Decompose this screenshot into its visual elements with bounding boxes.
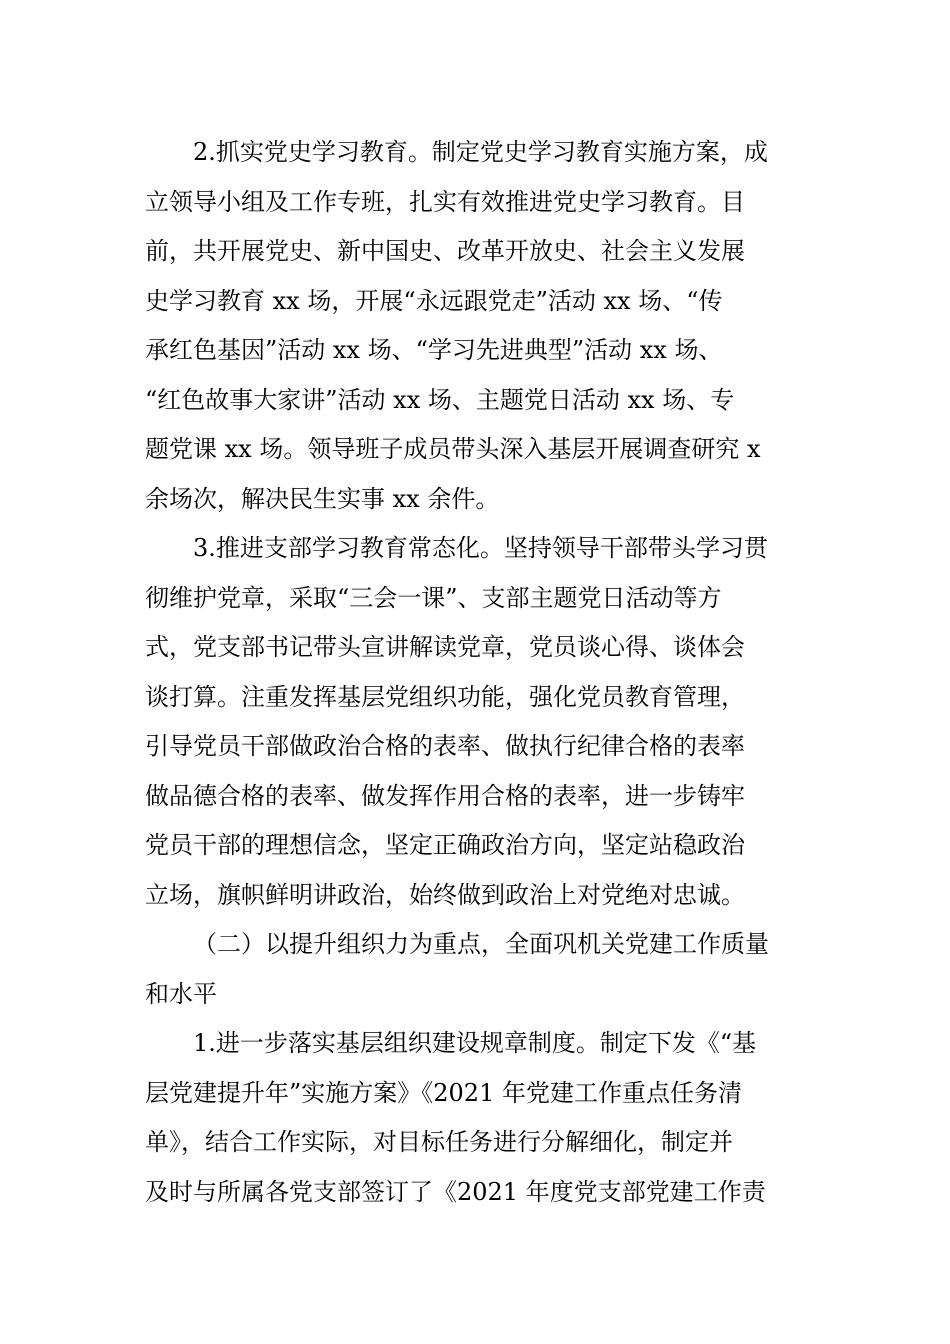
text-line: “红色故事大家讲”活动 xx 场、主题党日活动 xx 场、专: [145, 385, 735, 414]
text-line: 彻维护党章，采取“三会一课”、支部主题党日活动等方: [145, 583, 722, 612]
text-line: 立领导小组及工作专班，扎实有效推进党史学习教育。目: [145, 187, 745, 216]
text-line: 和水平: [145, 979, 217, 1008]
text-line: 做品德合格的表率、做发挥作用合格的表率，进一步铸牢: [145, 781, 745, 810]
text-line: 立场，旗帜鲜明讲政治，始终做到政治上对党绝对忠诚。: [145, 880, 745, 909]
paragraph-grassroots-rules: [145, 1019, 809, 1217]
text-line: 层党建提升年”实施方案》《2021 年党建工作重点任务清: [145, 1078, 742, 1107]
text-line: 式，党支部书记带头宣讲解读党章，党员谈心得、谈体会: [145, 633, 745, 661]
text-line: 史学习教育 xx 场，开展“永远跟党走”活动 xx 场、“传: [145, 286, 723, 315]
text-line: 承红色基因”活动 xx 场、“学习先进典型”活动 xx 场、: [145, 336, 723, 364]
text-line: 余场次，解决民生实事 xx 余件。: [145, 484, 500, 513]
text-line: 党员干部的理想信念，坚定正确政治方向，坚定站稳政治: [145, 831, 745, 859]
text-line: 单》，结合工作实际，对目标任务进行分解细化，制定并: [145, 1128, 733, 1156]
text-line: 前，共开展党史、新中国史、改革开放史、社会主义发展: [145, 237, 745, 265]
text-line: 1.进一步落实基层组织建设规章制度。制定下发《“基: [193, 1029, 757, 1057]
document-body: [145, 128, 809, 1217]
text-line: 谈打算。注重发挥基层党组织功能，强化党员教育管理，: [145, 682, 745, 711]
section-heading-organization: [145, 920, 809, 1019]
text-line: 及时与所属各党支部签订了《2021 年度党支部党建工作责: [145, 1177, 766, 1206]
paragraph-branch-study-normalization: [145, 524, 809, 920]
text-line: （二）以提升组织力为重点，全面巩机关党建工作质量: [193, 930, 769, 958]
text-line: 引导党员干部做政治合格的表率、做执行纪律合格的表率: [145, 732, 745, 760]
paragraph-party-history-study: [145, 128, 809, 524]
text-line: 3.推进支部学习教育常态化。坚持领导干部带头学习贯: [193, 534, 768, 562]
text-line: 题党课 xx 场。领导班子成员带头深入基层开展调查研究 x: [145, 435, 761, 463]
text-line: 2.抓实党史学习教育。制定党史学习教育实施方案，成: [193, 138, 768, 166]
